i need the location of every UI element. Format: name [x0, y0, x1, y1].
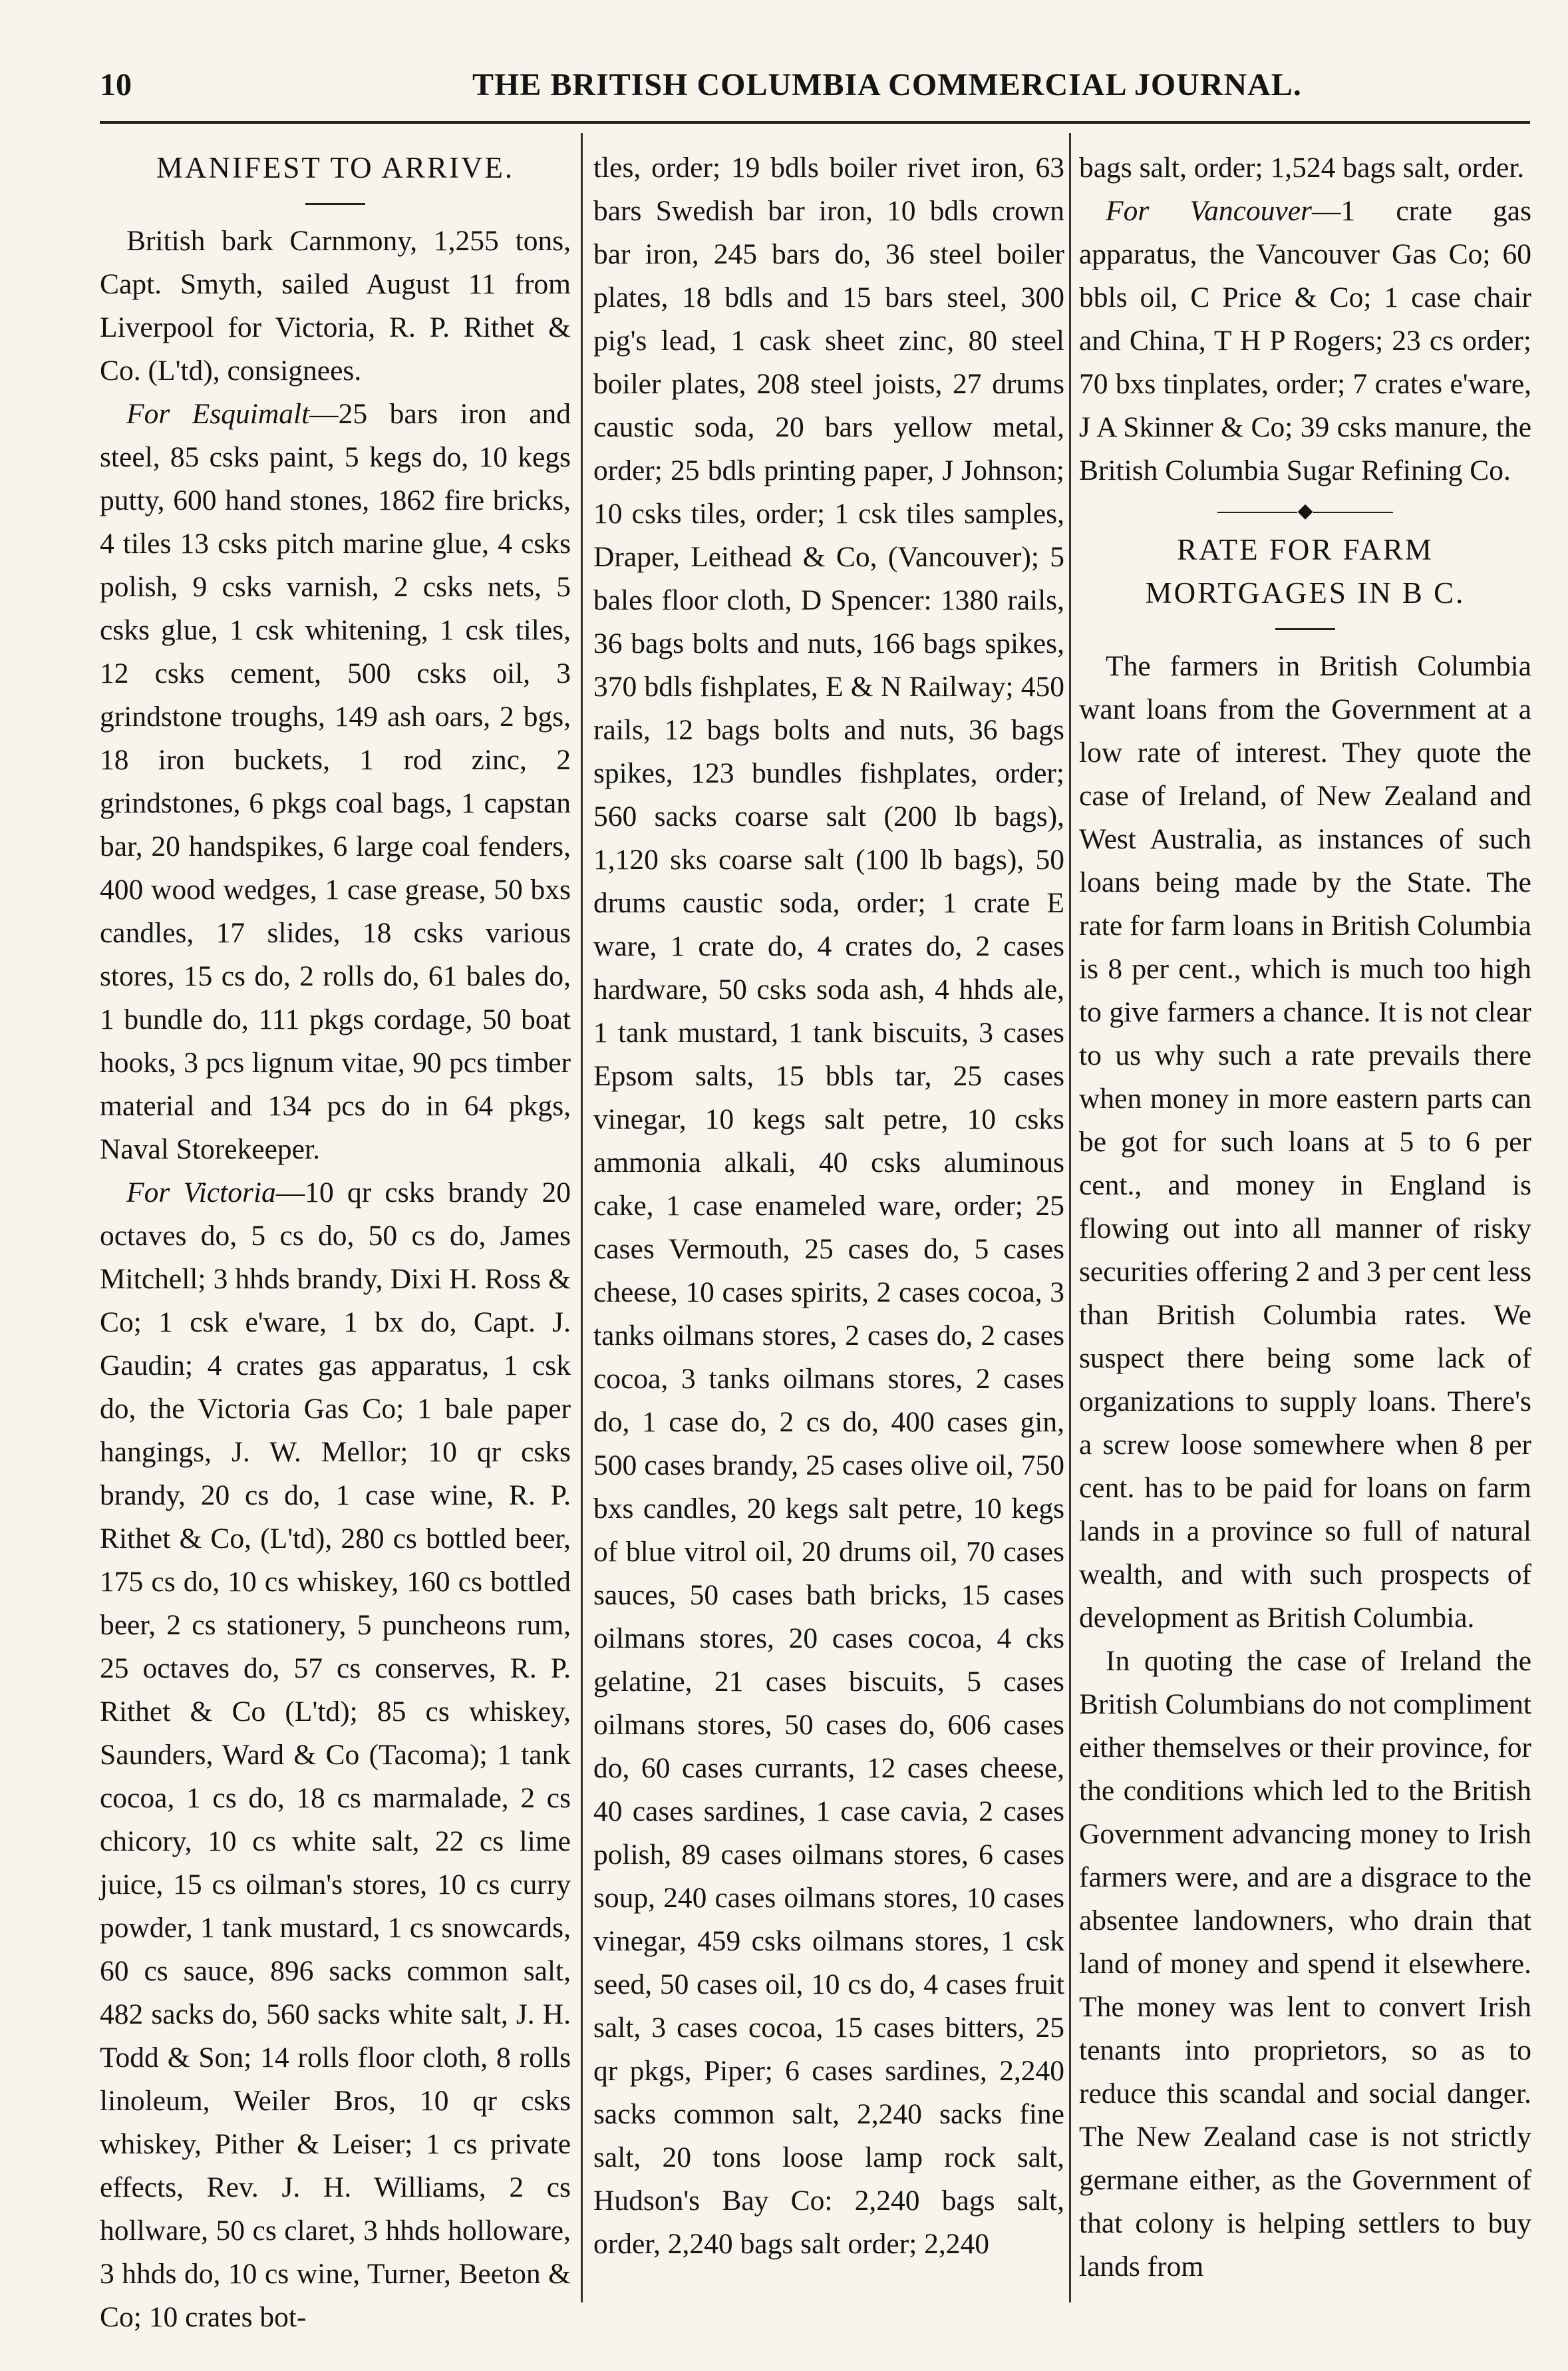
vancouver-label: For Vancouver	[1106, 195, 1312, 227]
page-header	[100, 67, 1523, 113]
rate-article-heading: RATE FOR FARM MORTGAGES IN B C.	[1145, 533, 1466, 610]
esquimalt-label: For Esquimalt	[126, 398, 310, 430]
manifest-heading: MANIFEST TO ARRIVE.	[156, 151, 515, 184]
heading-rule	[1275, 628, 1335, 630]
column-1	[100, 146, 571, 2333]
column-2	[593, 146, 1064, 2296]
victoria-paragraph	[100, 1171, 571, 2339]
victoria-text-part-2: tles, order; 19 bdls boiler rivet iron, 63 bars Swedish bar iron, 10 bdls crown bar iron, 245 bars do, 36 steel boiler plates, 18 bdls and 15 bars steel, 300 pig's lead, 1 cask sheet zinc, 80 steel boiler plates, 208 steel joists, 27 drums caustic soda, 20 bars yellow metal, order; 25 bdls printing paper, J Johnson; 10 csks tiles, order; 1 csk tiles samples, Draper, Leithead & Co, (Vancouver); 5 bales floor cloth, D Spencer: 1380 rails, 36 bags bolts and nuts, 166 bags spikes, 370 bdls fishplates, E & N Railway; 450 rails, 12 bags bolts and nuts, 36 bags spikes, 123 bundles fishplates, order; 560 sacks coarse salt (200 lb bags), 1,120 sks coarse salt (100 lb bags), 50 drums caustic soda, order; 1 crate E ware, 1 crate do, 4 crates do, 2 cases hardware, 50 csks soda ash, 4 hhds ale, 1 tank mustard, 1 tank biscuits, 3 cases Epsom salts, 15 bbls tar, 25 cases vinegar, 10 kegs salt petre, 10 csks ammonia alkali, 40 csks aluminous cake, 1 case enameled ware, order; 25 cases Vermouth, 25 cases do, 5 cases cheese, 10 cases spirits, 2 cases cocoa, 3 tanks oilmans stores, 2 cases do, 2 cases cocoa, 3 tanks oilmans stores, 2 cases do, 1 case do, 2 cs do, 400 cases gin, 500 cases brandy, 25 cases olive oil, 750 bxs candles, 20 kegs salt petre, 10 kegs of blue vitrol oil, 20 drums oil, 70 cases sauces, 50 cases bath bricks, 15 cases oilmans stores, 20 cases cocoa, 4 cks gelatine, 21 cases biscuits, 5 cases oilmans stores, 50 cases do, 606 cases do, 60 cases currants, 12 cases cheese, 40 cases sardines, 1 case cavia, 2 cases polish, 89 cases oilmans stores, 6 cases soup, 240 cases oilmans stores, 10 cases vinegar, 459 csks oilmans stores, 1 csk seed, 50 cases oil, 10 cs do, 4 cases fruit salt, 3 cases cocoa, 15 cases bitters, 25 qr pkgs, Piper; 6 cases sardines, 2,240 sacks common salt, 2,240 sacks fine salt, 20 tons loose lamp rock salt, Hudson's Bay Co: 2,240 bags salt, order, 2,240 bags salt order; 2,240	[593, 152, 1064, 2260]
esquimalt-paragraph	[100, 393, 571, 1171]
running-title: THE BRITISH COLUMBIA COMMERCIAL JOURNAL.	[472, 67, 1302, 102]
victoria-label: For Victoria	[126, 1177, 276, 1208]
victoria-text-part-3: bags salt, order; 1,524 bags salt, order.	[1079, 152, 1525, 184]
vancouver-text: —1 crate gas apparatus, the Vancouver Gas Co; 60 bbls oil, C Price & Co; 1 case chair and China, T H P Rogers; 23 cs order; 70 bxs tinplates, order; 7 crates e'ware, J A Skinner & Co; 39 csks manure, the British Columbia Sugar Refining Co.	[1079, 195, 1532, 486]
rate-article-paragraph-1: The farmers in British Columbia want loans from the Government at a low rate of interest. They quote the case of Ireland, of New Zealand and West Australia, as instances of such loans being made by the State. The rate for farm loans in British Columbia is 8 per cent., which is much too high to give farmers a chance. It is not clear to us why such a rate prevails there when money in more eastern parts can be got for such loans at 5 to 6 per cent., and money in England is flowing out into all manner of risky securities offering 2 and 3 per cent less than British Columbia rates. We suspect there being some lack of organizations to supply loans. There's a screw loose somewhere when 8 per cent. has to be paid for loans on farm lands in a province so full of natural wealth, and with such prospects of development as British Columbia.	[1079, 650, 1531, 1634]
column-divider	[581, 133, 583, 2302]
column-3	[1079, 146, 1531, 2296]
vancouver-paragraph	[1079, 190, 1531, 492]
heading-rule	[305, 203, 365, 205]
esquimalt-text: —25 bars iron and steel, 85 csks paint, 5 kegs do, 10 kegs putty, 600 hand stones, 1862 fire bricks, 4 tiles 13 csks pitch marine glue, 4 csks polish, 9 csks varnish, 2 csks nets, 5 csks glue, 1 csk whitening, 1 csk tiles, 12 csks cement, 500 csks oil, 3 grindstone troughs, 149 ash oars, 2 bgs, 18 iron buckets, 1 rod zinc, 2 grindstones, 6 pkgs coal bags, 1 capstan bar, 20 handspikes, 6 large coal fenders, 400 wood wedges, 1 case grease, 50 bxs candles, 17 slides, 18 csks various stores, 15 cs do, 2 rolls do, 61 bales do, 1 bundle do, 111 pkgs cordage, 50 boat hooks, 3 pcs lignum vitae, 90 pcs timber material and 134 pcs do in 64 pkgs, Naval Storekeeper.	[100, 398, 571, 1165]
victoria-text-part-1: —10 qr csks brandy 20 octaves do, 5 cs do, 50 cs do, James Mitchell; 3 hhds brandy, Dixi H. Ross & Co; 1 csk e'ware, 1 bx do, Capt. J. Gaudin; 4 crates gas apparatus, 1 csk do, the Victoria Gas Co; 1 bale paper hangings, J. W. Mellor; 10 qr csks brandy, 20 cs do, 1 case wine, R. P. Rithet & Co, (L'td), 280 cs bottled beer, 175 cs do, 10 cs whiskey, 160 cs bottled beer, 2 cs stationery, 5 puncheons rum, 25 octaves do, 57 cs conserves, R. P. Rithet & Co (L'td); 85 cs whiskey, Saunders, Ward & Co (Tacoma); 1 tank cocoa, 1 cs do, 18 cs marmalade, 2 cs chicory, 10 cs white salt, 22 cs lime juice, 15 cs oilman's stores, 10 cs curry powder, 1 tank mustard, 1 cs snowcards, 60 cs sauce, 896 sacks common salt, 482 sacks do, 560 sacks white salt, J. H. Todd & Son; 14 rolls floor cloth, 8 rolls linoleum, Weiler Bros, 10 qr csks whiskey, Pither & Leiser; 1 cs private effects, Rev. J. H. Williams, 2 cs hollware, 50 cs claret, 3 hhds holloware, 3 hhds do, 10 cs wine, Turner, Beeton & Co; 10 crates bot-	[100, 1177, 571, 2333]
manifest-intro: British bark Carnmony, 1,255 tons, Capt. Smyth, sailed August 11 from Liverpool for Victoria, R. P. Rithet & Co. (L'td), consignees.	[100, 225, 571, 387]
section-ornament: ◆	[1079, 498, 1531, 524]
header-rule	[100, 121, 1530, 124]
column-divider	[1069, 133, 1071, 2302]
page-number: 10	[100, 67, 132, 102]
rate-article-paragraph-2: In quoting the case of Ireland the British Columbians do not compliment either themselves or their province, for the conditions which led to the British Government advancing money to Irish farmers were, and are a disgrace to the absentee landowners, who drain that land of money and spend it elsewhere. The money was lent to convert Irish tenants into proprietors, so as to reduce this scandal and social danger. The New Zealand case is not strictly germane either, as the Government of that colony is helping settlers to buy lands from	[1079, 1645, 1531, 2282]
